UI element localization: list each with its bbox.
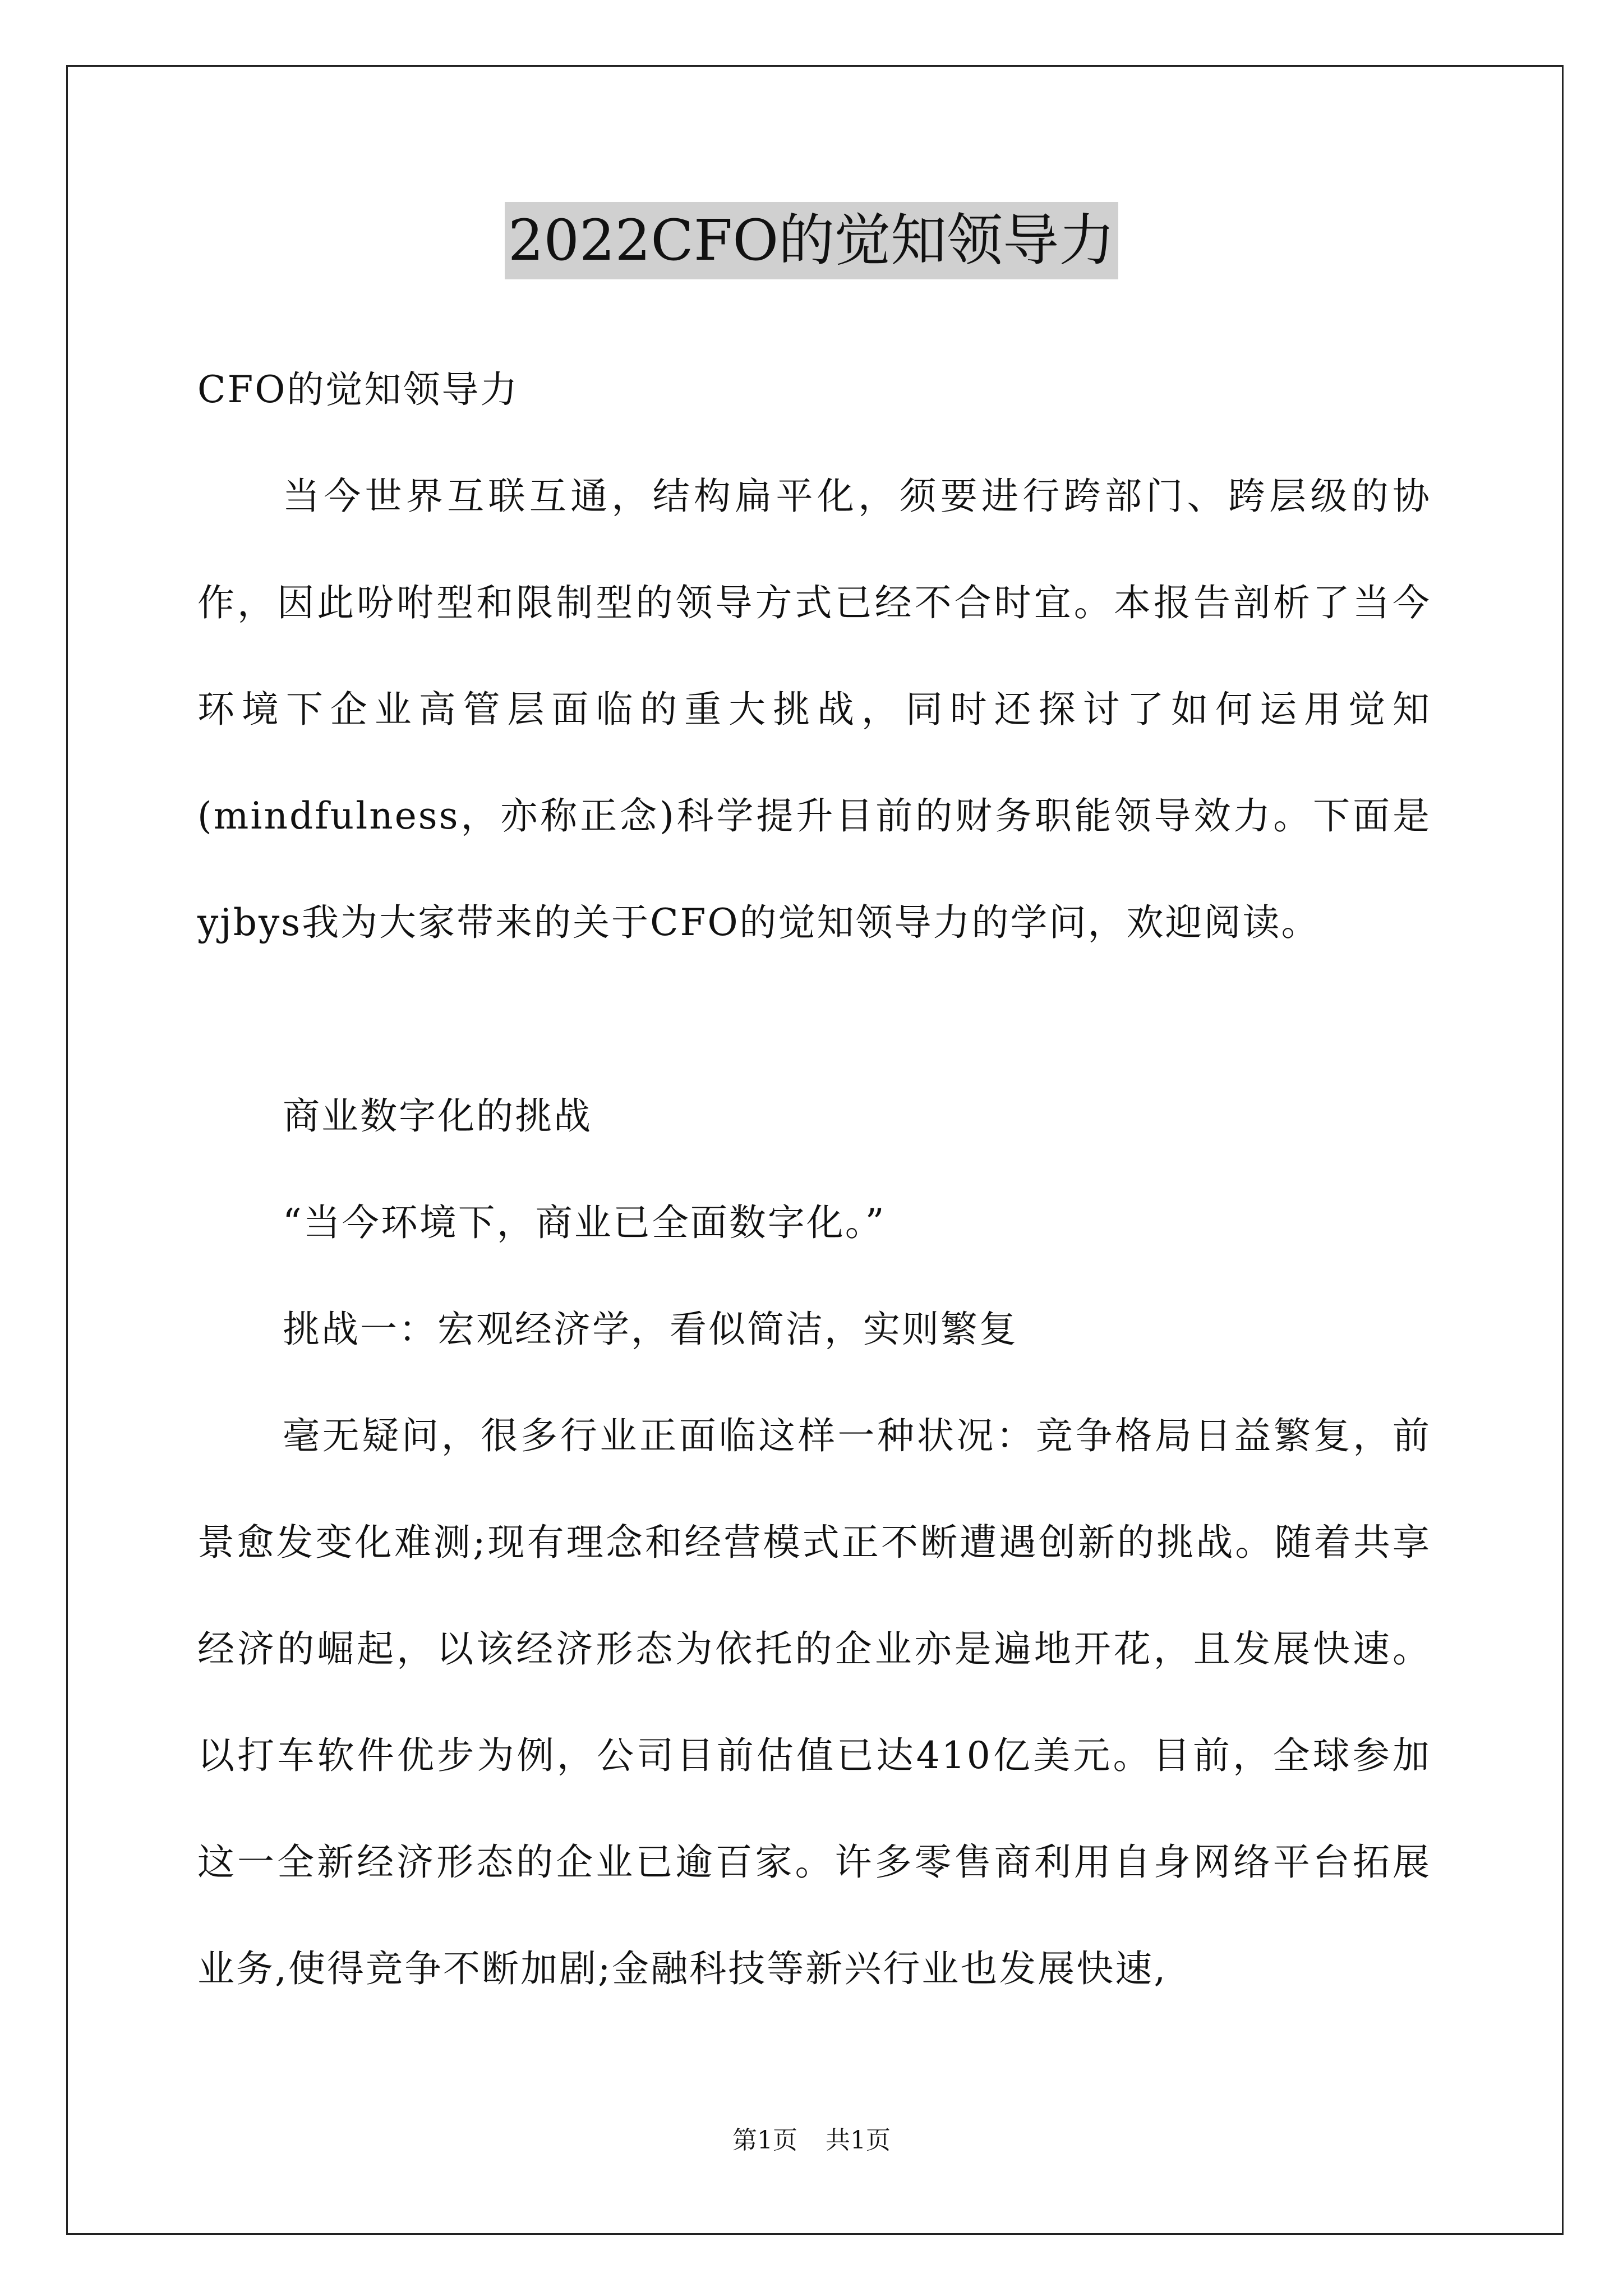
intro-paragraph: 当今世界互联互通，结构扁平化，须要进行跨部门、跨层级的协作，因此吩咐型和限制型的领导方式已经不合时宜。本报告剖析了当今环境下企业高管层面临的重大挑战，同时还探讨了如何运用觉知(mindfulness，亦称正念)科学提升目前的财务职能领导效力。下面是yjbys我为大家带来的关于CFO的觉知领导力的学问，欢迎阅读。 — [197, 475, 1431, 944]
page-footer — [0, 2124, 1623, 2157]
page-total: 共1页 — [826, 2126, 891, 2155]
page-number: 第1页 — [732, 2126, 797, 2155]
quote-paragraph: “当今环境下，商业已全面数字化。” — [283, 1201, 886, 1244]
document-title: 2022CFO的觉知领导力 — [505, 202, 1118, 279]
document-body — [197, 337, 1431, 2022]
body-paragraph: 毫无疑问，很多行业正面临这样一种状况：竞争格局日益繁复，前景愈发变化难测;现有理念和经营模式正不断遭遇创新的挑战。随着共享经济的崛起，以该经济形态为依托的企业亦是遍地开花，且发展快速。以打车软件优步为例，公司目前估值已达410亿美元。目前，全球参加这一全新经济形态的企业已逾百家。许多零售商利用自身网络平台拓展业务,使得竞争不断加剧;金融科技等新兴行业也发展快速, — [197, 1414, 1431, 1990]
subtitle-paragraph: CFO的觉知领导力 — [197, 368, 519, 411]
section-heading: 商业数字化的挑战 — [283, 1094, 592, 1138]
title-wrap — [0, 202, 1623, 279]
challenge-heading: 挑战一：宏观经济学，看似简洁，实则繁复 — [283, 1308, 1018, 1351]
section-gap — [197, 976, 1431, 1063]
